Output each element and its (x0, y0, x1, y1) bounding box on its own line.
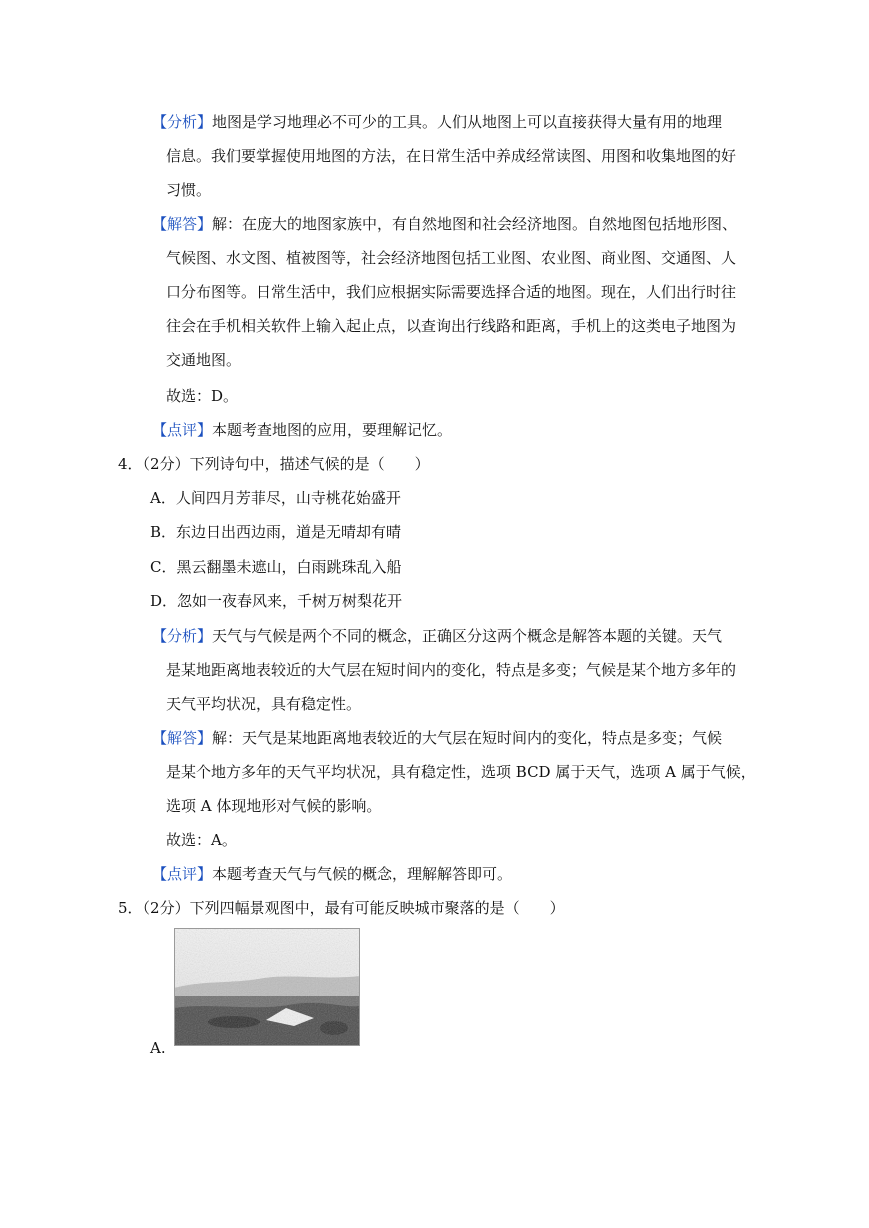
q3-answer-text-1: 解：在庞大的地图家族中，有自然地图和社会经济地图。自然地图包括地形图、 (212, 215, 738, 233)
q4-answer-text-1: 解：天气是某地距离地表较近的大气层在短时间内的变化，特点是多变；气候 (212, 729, 723, 747)
landscape-photo-a (174, 928, 360, 1046)
q3-comment-text: 本题考查地图的应用，要理解记忆。 (212, 421, 453, 439)
q3-analysis-line-3: 习惯。 (166, 181, 212, 199)
q3-answer-line-5: 交通地图。 (166, 351, 242, 369)
q4-analysis-line-3: 天气平均状况，具有稳定性。 (166, 695, 362, 713)
q4-answer-line-2: 是某个地方多年的天气平均状况，具有稳定性，选项 BCD 属于天气，选项 A 属于气候， (166, 763, 756, 781)
q3-comment-tag: 【点评】 (152, 421, 213, 439)
q4-answer-line-1 (152, 728, 722, 748)
q3-analysis-tag: 【分析】 (152, 113, 213, 131)
q3-analysis-line-2: 信息。我们要掌握使用地图的方法，在日常生活中养成经常读图、用图和收集地图的好 (166, 147, 737, 165)
q4-comment-text: 本题考查天气与气候的概念，理解解答即可。 (212, 865, 513, 883)
q4-stem: 4．（2分）下列诗句中，描述气候的是（ ） (118, 455, 430, 473)
q3-analysis-text-1: 地图是学习地理必不可少的工具。人们从地图上可以直接获得大量有用的地理 (212, 113, 723, 131)
q5-stem: 5．（2分）下列四幅景观图中，最有可能反映城市聚落的是（ ） (118, 899, 565, 917)
q3-answer-line-4: 往会在手机相关软件上输入起止点，以查询出行线路和距离，手机上的这类电子地图为 (166, 317, 737, 335)
q4-analysis-tag: 【分析】 (152, 627, 213, 645)
q4-choice: 故选：A。 (166, 831, 237, 849)
q3-answer-tag: 【解答】 (152, 215, 213, 233)
q5-option-a-label: A. (150, 1039, 166, 1057)
q3-answer-line-2: 气候图、水文图、植被图等，社会经济地图包括工业图、农业图、商业图、交通图、人 (166, 249, 737, 267)
q3-answer-line-3: 口分布图等。日常生活中，我们应根据实际需要选择合适的地图。现在，人们出行时往 (166, 283, 737, 301)
q4-answer-line-3: 选项 A 体现地形对气候的影响。 (166, 797, 382, 815)
q3-comment (152, 420, 452, 440)
q3-answer-line-1 (152, 214, 737, 234)
q4-answer-tag: 【解答】 (152, 729, 213, 747)
q4-option-c: C．黑云翻墨未遮山，白雨跳珠乱入船 (150, 558, 402, 576)
q4-option-d: D．忽如一夜春风来，千树万树梨花开 (150, 592, 403, 610)
q4-analysis-text-1: 天气与气候是两个不同的概念，正确区分这两个概念是解答本题的关键。天气 (212, 627, 723, 645)
q4-option-b: B．东边日出西边雨，道是无晴却有晴 (150, 523, 402, 541)
q4-comment-tag: 【点评】 (152, 865, 213, 883)
q4-analysis-line-1 (152, 626, 722, 646)
q3-analysis-line-1 (152, 112, 722, 132)
q4-option-a: A．人间四月芳菲尽，山寺桃花始盛开 (150, 489, 401, 507)
q4-analysis-line-2: 是某地距离地表较近的大气层在短时间内的变化，特点是多变；气候是某个地方多年的 (166, 661, 737, 679)
q4-comment (152, 864, 512, 884)
q3-choice: 故选：D。 (166, 387, 239, 405)
